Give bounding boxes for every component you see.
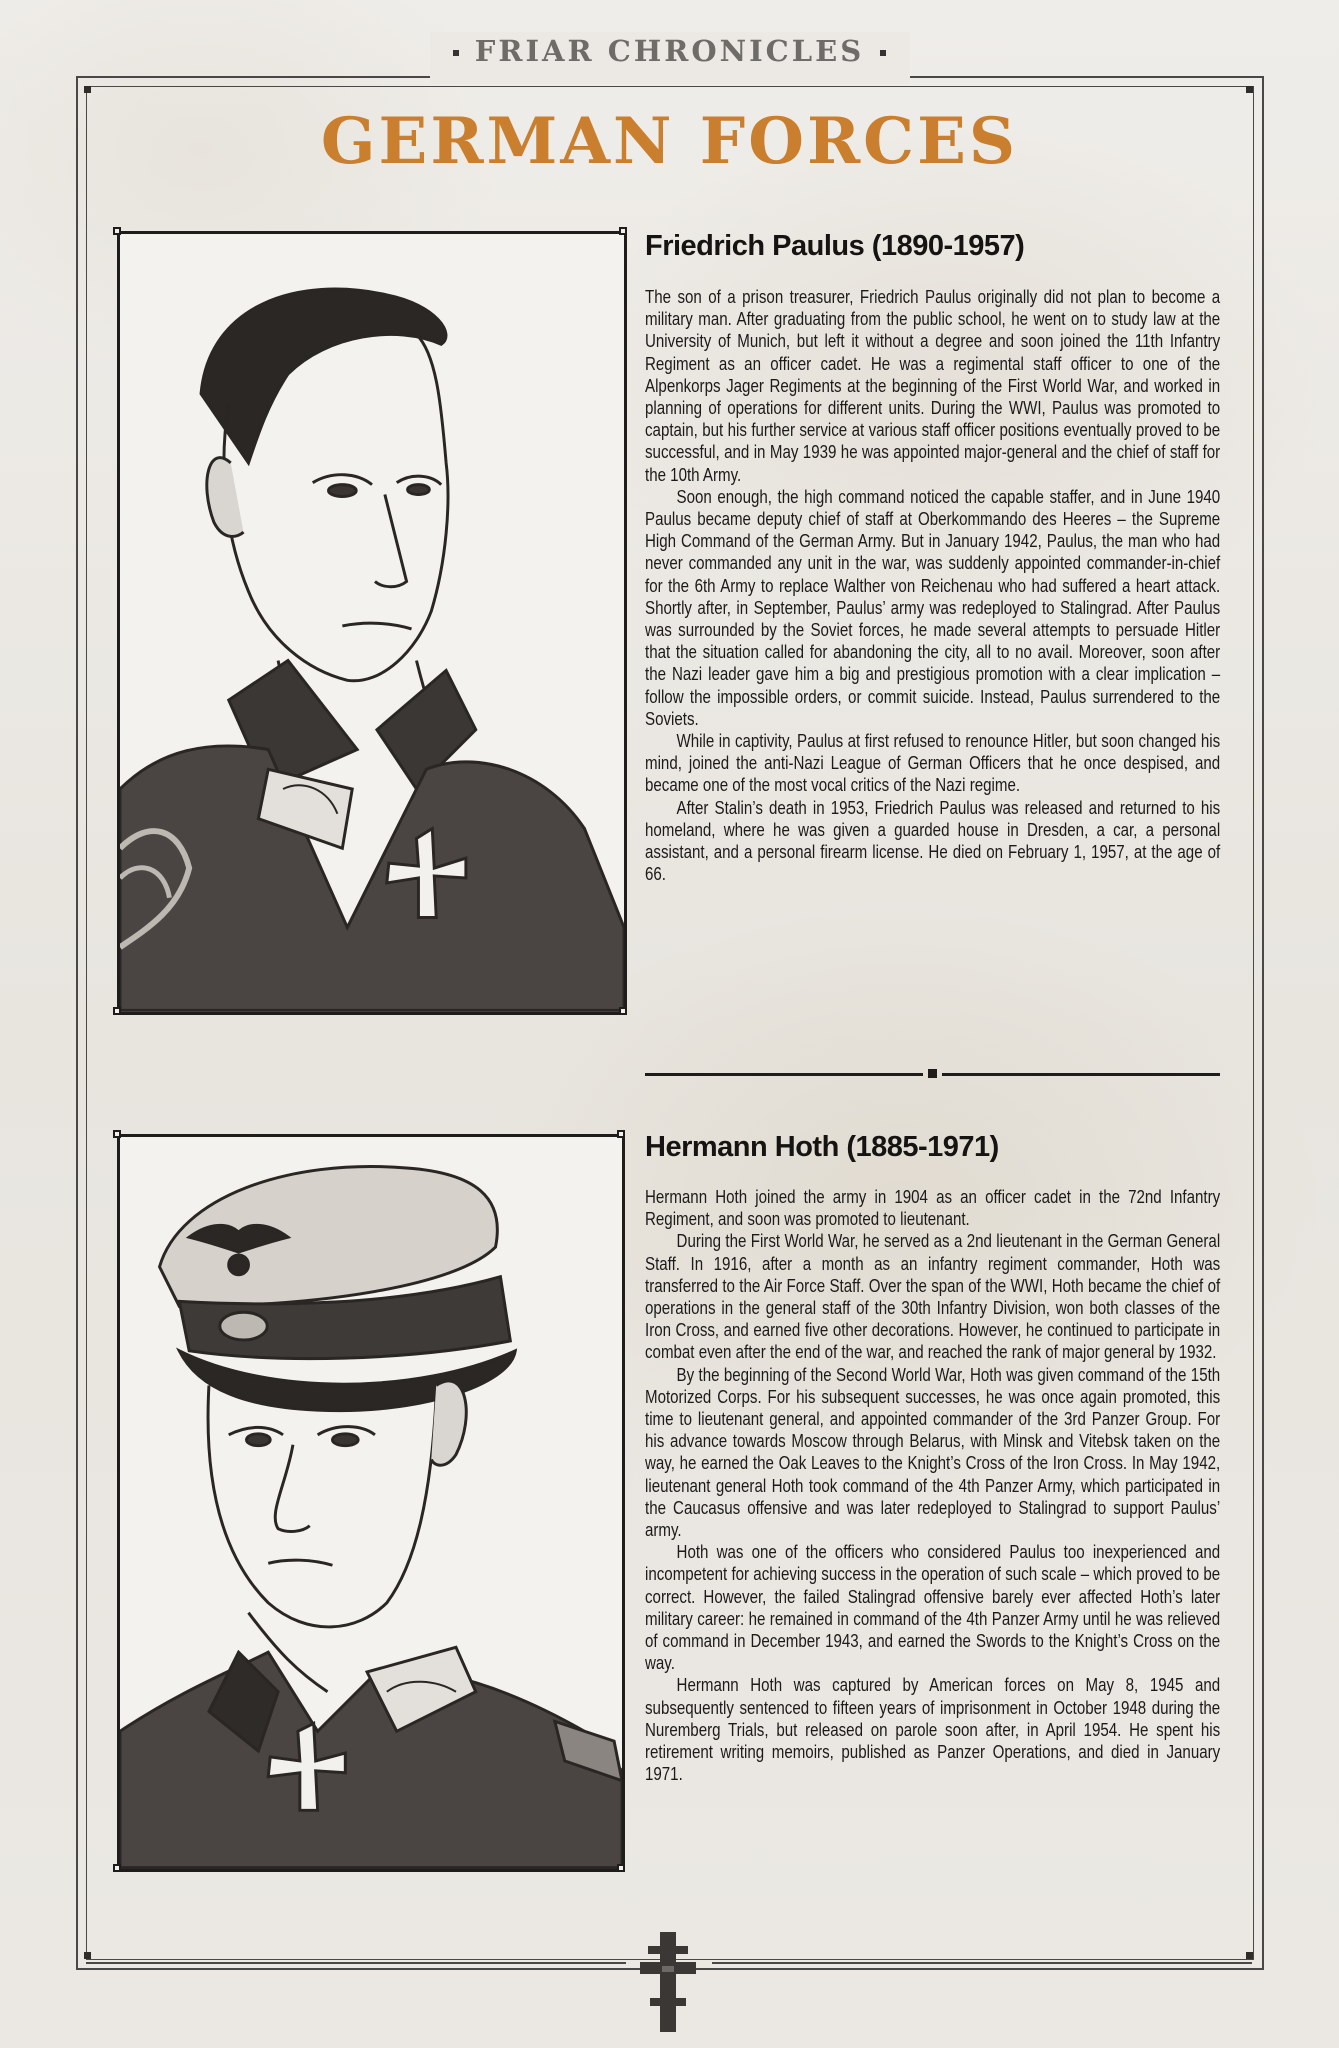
portrait-corner (113, 1007, 121, 1015)
footer-line-left (86, 1962, 626, 1964)
officer-portrait-icon (120, 234, 624, 1012)
bio-paragraph: The son of a prison treasurer, Friedrich Paulus originally did not plan to become a military man. After graduating from the public school, he went on to study law at the University of Munich, but left it without a degree and soon joined the 11th Infantry Regiment as an officer cadet. He was a regimental staff officer to one of the Alpenkorps Jager Regiments at the beginning of the First World War, and worked in planning of operations for different units. During the WWI, Paulus was promoted to captain, but his further service at various staff officer positions eventually proved to be successful, and in May 1939 he was appointed major-general and the chief of staff for the 10th Army. (645, 287, 1221, 485)
header-dot (880, 50, 886, 56)
frame-corner (84, 86, 91, 93)
portrait-corner (619, 1007, 627, 1015)
portrait-corner (113, 227, 121, 235)
bio-paragraph: While in captivity, Paulus at first refused to renounce Hitler, but soon changed his mind, joined the anti-Nazi League of German Officers that he once despised, and became one of the most vocal critics of the Nazi regime. (645, 731, 1221, 796)
footer-line-right (712, 1962, 1252, 1964)
hoth-portrait (117, 1134, 625, 1872)
header-dot (453, 50, 459, 56)
portrait-corner (113, 1130, 121, 1138)
paulus-name: Friedrich Paulus (1890-1957) (645, 230, 1025, 262)
officer-cap-portrait-icon (120, 1137, 622, 1869)
bio-paragraph: During the First World War, he served as a 2nd lieutenant in the German General Staff. In 1916, after a month as an infantry regiment commander, Hoth was transferred to the Air Force Staff. Over the span of the WWI, Hoth became the chief of operations in the general staff of the 30th Infantry Division, won both classes of the Iron Cross, and earned five other decorations. However, he continued to participate in combat even after the end of the war, and reached the rank of major general by 1932. (645, 1231, 1221, 1363)
frame-corner (1246, 86, 1253, 93)
series-title: FRIAR CHRONICLES (474, 34, 865, 68)
paulus-bio (645, 286, 1220, 885)
page-title: GERMAN FORCES (320, 104, 1019, 179)
hoth-bio (645, 1186, 1220, 1785)
portrait-corner (617, 1130, 625, 1138)
footer-emblem (636, 1932, 700, 2032)
series-header (0, 34, 1339, 68)
section-divider-right (942, 1073, 1220, 1076)
bio-paragraph: Hermann Hoth joined the army in 1904 as an officer cadet in the 72nd Infantry Regiment, and soon was promoted to lieutenant. (645, 1187, 1221, 1230)
frame-corner (84, 1952, 91, 1959)
bio-paragraph: By the beginning of the Second World War, Hoth was given command of the 15th Motorized Corps. For his subsequent successes, he was once again promoted, this time to lieutenant general, and appointed commander of the 3rd Panzer Group. For his advance towards Moscow through Belarus, with Minsk and Vitebsk taken on the way, he earned the Oak Leaves to the Knight’s Cross of the Iron Cross. In May 1942, lieutenant general Hoth took command of the 4th Panzer Army, which participated in the Caucasus offensive and was later redeployed to Stalingrad to support Paulus’ army. (645, 1364, 1221, 1541)
bio-paragraph: Hermann Hoth was captured by American forces on May 8, 1945 and subsequently sentenced to fifteen years of imprisonment in October 1948 during the Nuremberg Trials, but released on parole soon after, in April 1954. He spent his retirement writing memoirs, published as Panzer Operations, and died in January 1971. (645, 1675, 1221, 1785)
paulus-portrait (117, 231, 627, 1015)
portrait-corner (113, 1864, 121, 1872)
frame-corner (1246, 1952, 1253, 1959)
divider-ornament (928, 1069, 937, 1078)
bio-paragraph: Soon enough, the high command noticed the capable staffer, and in June 1940 Paulus became deputy chief of staff at Oberkommando des Heeres – the Supreme High Command of the German Army. But in January 1942, Paulus, the man who had never commanded any unit in the war, was suddenly appointed commander-in-chief for the 6th Army to replace Walther von Reichenau who had suffered a heart attack. Shortly after, in September, Paulus’ army was redeployed to Stalingrad. After Paulus was surrounded by the Soviet forces, he made several attempts to persuade Hitler that the situation called for abandoning the city, all to no avail. Moreover, soon after the Nazi leader gave him a big and prestigious promotion with a clear implication – follow the impossible orders, or commit suicide. Instead, Paulus surrendered to the Soviets. (645, 486, 1221, 729)
portrait-corner (619, 227, 627, 235)
bio-paragraph: Hoth was one of the officers who considered Paulus too inexperienced and incompetent for achieving success in the operation of such scale – which proved to be correct. However, the failed Stalingrad offensive barely ever affected Hoth’s later military career: he remained in command of the 4th Panzer Army until he was relieved of command in December 1943, and earned the Swords to the Knight’s Cross on the way. (645, 1542, 1221, 1674)
hoth-name: Hermann Hoth (1885-1971) (645, 1131, 999, 1163)
bio-paragraph: After Stalin’s death in 1953, Friedrich Paulus was released and returned to his homeland, where he was given a guarded house in Dresden, a car, a personal assistant, and a personal firearm license. He died on February 1, 1957, at the age of 66. (645, 797, 1221, 885)
orthodox-cross-icon (636, 1932, 700, 2032)
section-divider-left (645, 1073, 923, 1076)
portrait-corner (617, 1864, 625, 1872)
